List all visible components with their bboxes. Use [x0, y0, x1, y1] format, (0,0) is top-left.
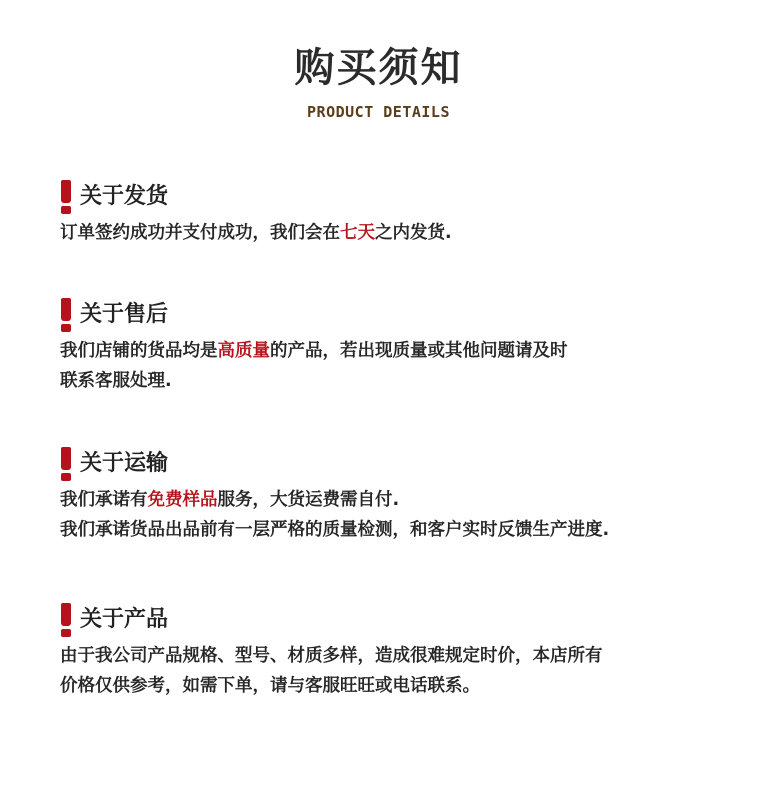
section-shipping [60, 180, 750, 248]
section-title: 关于售后 [80, 302, 169, 327]
section-title: 关于运输 [80, 451, 169, 476]
highlight-text: 七天 [340, 223, 375, 243]
section-heading [60, 180, 750, 214]
exclamation-icon [60, 298, 72, 332]
exclamation-icon [60, 447, 72, 481]
body-text: 我们承诺有 [60, 490, 148, 510]
section-title: 关于发货 [80, 184, 169, 209]
section-heading [60, 447, 750, 481]
section-product [60, 603, 750, 701]
page-title: 购买须知 [294, 45, 463, 91]
body-line [60, 366, 750, 396]
exclamation-icon [60, 603, 72, 637]
section-heading [60, 298, 750, 332]
section-heading [60, 603, 750, 637]
body-text: 我们承诺货品出品前有一层严格的质量检测，和客户实时反馈生产进度. [60, 520, 610, 540]
body-line [60, 218, 750, 248]
section-body [60, 218, 750, 248]
page-subtitle: PRODUCT DETAILS [307, 103, 450, 121]
body-line [60, 515, 750, 545]
body-line [60, 641, 750, 671]
section-body [60, 485, 750, 545]
highlight-text: 免费样品 [147, 490, 218, 510]
body-text: 价格仅供参考，如需下单，请与客服旺旺或电话联系。 [60, 676, 480, 696]
body-text: 我们店铺的货品均是 [60, 341, 218, 361]
highlight-text: 高质量 [217, 341, 270, 361]
section-body [60, 336, 750, 396]
body-line [60, 671, 750, 701]
body-line [60, 336, 750, 366]
section-body [60, 641, 750, 701]
body-text: 订单签约成功并支付成功，我们会在 [60, 223, 340, 243]
section-title: 关于产品 [80, 607, 169, 632]
section-transport [60, 447, 750, 545]
body-text: 的产品，若出现质量或其他问题请及时 [270, 341, 568, 361]
exclamation-icon [60, 180, 72, 214]
body-text: 之内发货. [375, 223, 452, 243]
body-text: 由于我公司产品规格、型号、材质多样，造成很难规定时价，本店所有 [60, 646, 603, 666]
body-text: 服务，大货运费需自付. [217, 490, 400, 510]
body-line [60, 485, 750, 515]
body-text: 联系客服处理. [60, 371, 172, 391]
section-after-sales [60, 298, 750, 396]
